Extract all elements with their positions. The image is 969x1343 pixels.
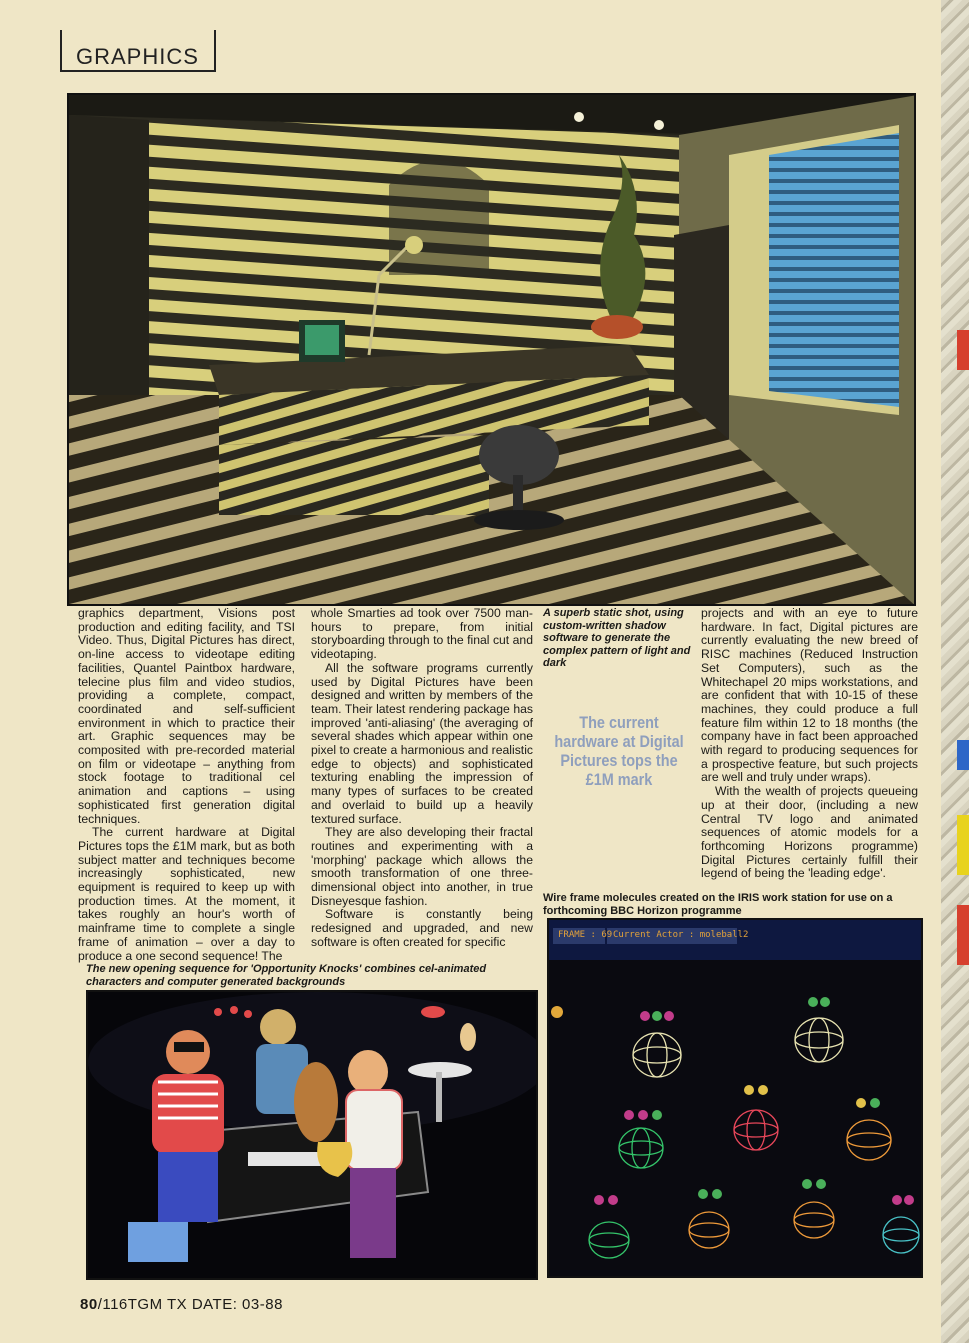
article-column-4 [701,607,918,881]
page-number: 80 [80,1296,98,1313]
opportunity-knocks-image [86,990,538,1280]
actor-label: Current Actor : moleball2 [613,930,749,940]
edge-tab-yellow [957,815,969,875]
col1-paragraph-1: graphics department, Visions post production and editing facility, and TSI Video. Thus, Digital Pictures has direct, on-line access to videotape editing facilities, Quantel Paintbox hardware, telecine plus film and video studios, providing a complete, compact, coordinated and self-sufficient environment in which to practice their art. Graphic sequences may be composited with pre-recorded material on film or videotape – anything from stock footage to traditional cel animation and captions – using sophisticated first generation digital techniques. [78,606,295,826]
section-label: GRAPHICS [76,44,199,69]
page-folio [80,1296,283,1313]
col2-paragraph-1: whole Smarties ad took over 7500 man-hours to prepare, from initial storyboarding through to the final cut and videotaping. [311,606,533,662]
col2-paragraph-3: They are also developing their fractal routines and experimenting with a 'morphing' package which allows the smooth transformation of one three-dimensional object into another, in true Disneyesque fashion. [311,825,533,908]
col2-paragraph-2: All the software programs currently used by Digital Pictures have been designed and written by members of the team. Their latest rendering package has improved 'anti-aliasing' (the averaging of several shades which appear within one pixel to create a harmonious and realistic edge to objects) and sophisticated texturing enabling the impression of many types of surfaces to be created and overlaid to build up a heavily textured surface. [311,660,533,826]
pullquote: The current hardware at Digital Pictures tops the £1M mark [554,713,684,789]
wireframe-molecules-image [547,918,923,1278]
adjacent-page-edge [941,0,969,1343]
frame-label: FRAME : 69 [558,930,613,940]
office-render-illustration [69,95,916,606]
wireframe-caption: Wire frame molecules created on the IRIS work station for use on a forthcoming BBC Horizon programme [543,892,893,917]
cel-animation-illustration [88,992,536,1278]
col1-paragraph-2: The current hardware at Digital Pictures tops the £1M mark, but as both subject matter and techniques become increasingly sophisticated, new equipment is required to keep up with production times. At the moment, it takes roughly an hour's worth of mainframe time to complete a single frame of animation – over a day to produce a one second sequence! The [78,825,295,963]
article-column-2 [311,607,533,950]
edge-tab-red [957,330,969,370]
col2-paragraph-4: Software is constantly being redesigned and upgraded, and new software is often created for specific [311,907,533,949]
opportunity-caption: The new opening sequence for 'Opportunity Knocks' combines cel-animated characters and computer generated backgrounds [86,963,487,988]
article-column-1 [78,607,295,963]
folio-rest: /116TGM TX DATE: 03-88 [97,1296,283,1313]
col4-paragraph-1: projects and with an eye to future hardware. In fact, Digital pictures are currently evaluating the new breed of RISC machines (Reduced Instruction Set Computers), such as the Whitechapel 20 mips workstations, and are confident that with 10-15 of these machines, they could produce a full feature film within 12 to 18 months (the company have in fact been approached with regard to producing sequences for a prospective feature, but such projects are well and truly under wraps). [701,606,918,785]
edge-tab-red-2 [957,905,969,965]
col4-paragraph-2: With the wealth of projects queueing up at their door, (including a new Central TV logo and animated sequences of atomic models for a forthcoming Horizons programme) Digital Pictures certainly fulfill their legend of being the 'leading edge'. [701,784,918,881]
wireframe-molecules-illustration [549,920,921,1276]
edge-tab-blue [957,740,969,770]
hero-caption: A superb static shot, using custom-written shadow software to generate the complex pattern of light and dark [543,607,691,669]
hero-render-image [67,93,916,606]
